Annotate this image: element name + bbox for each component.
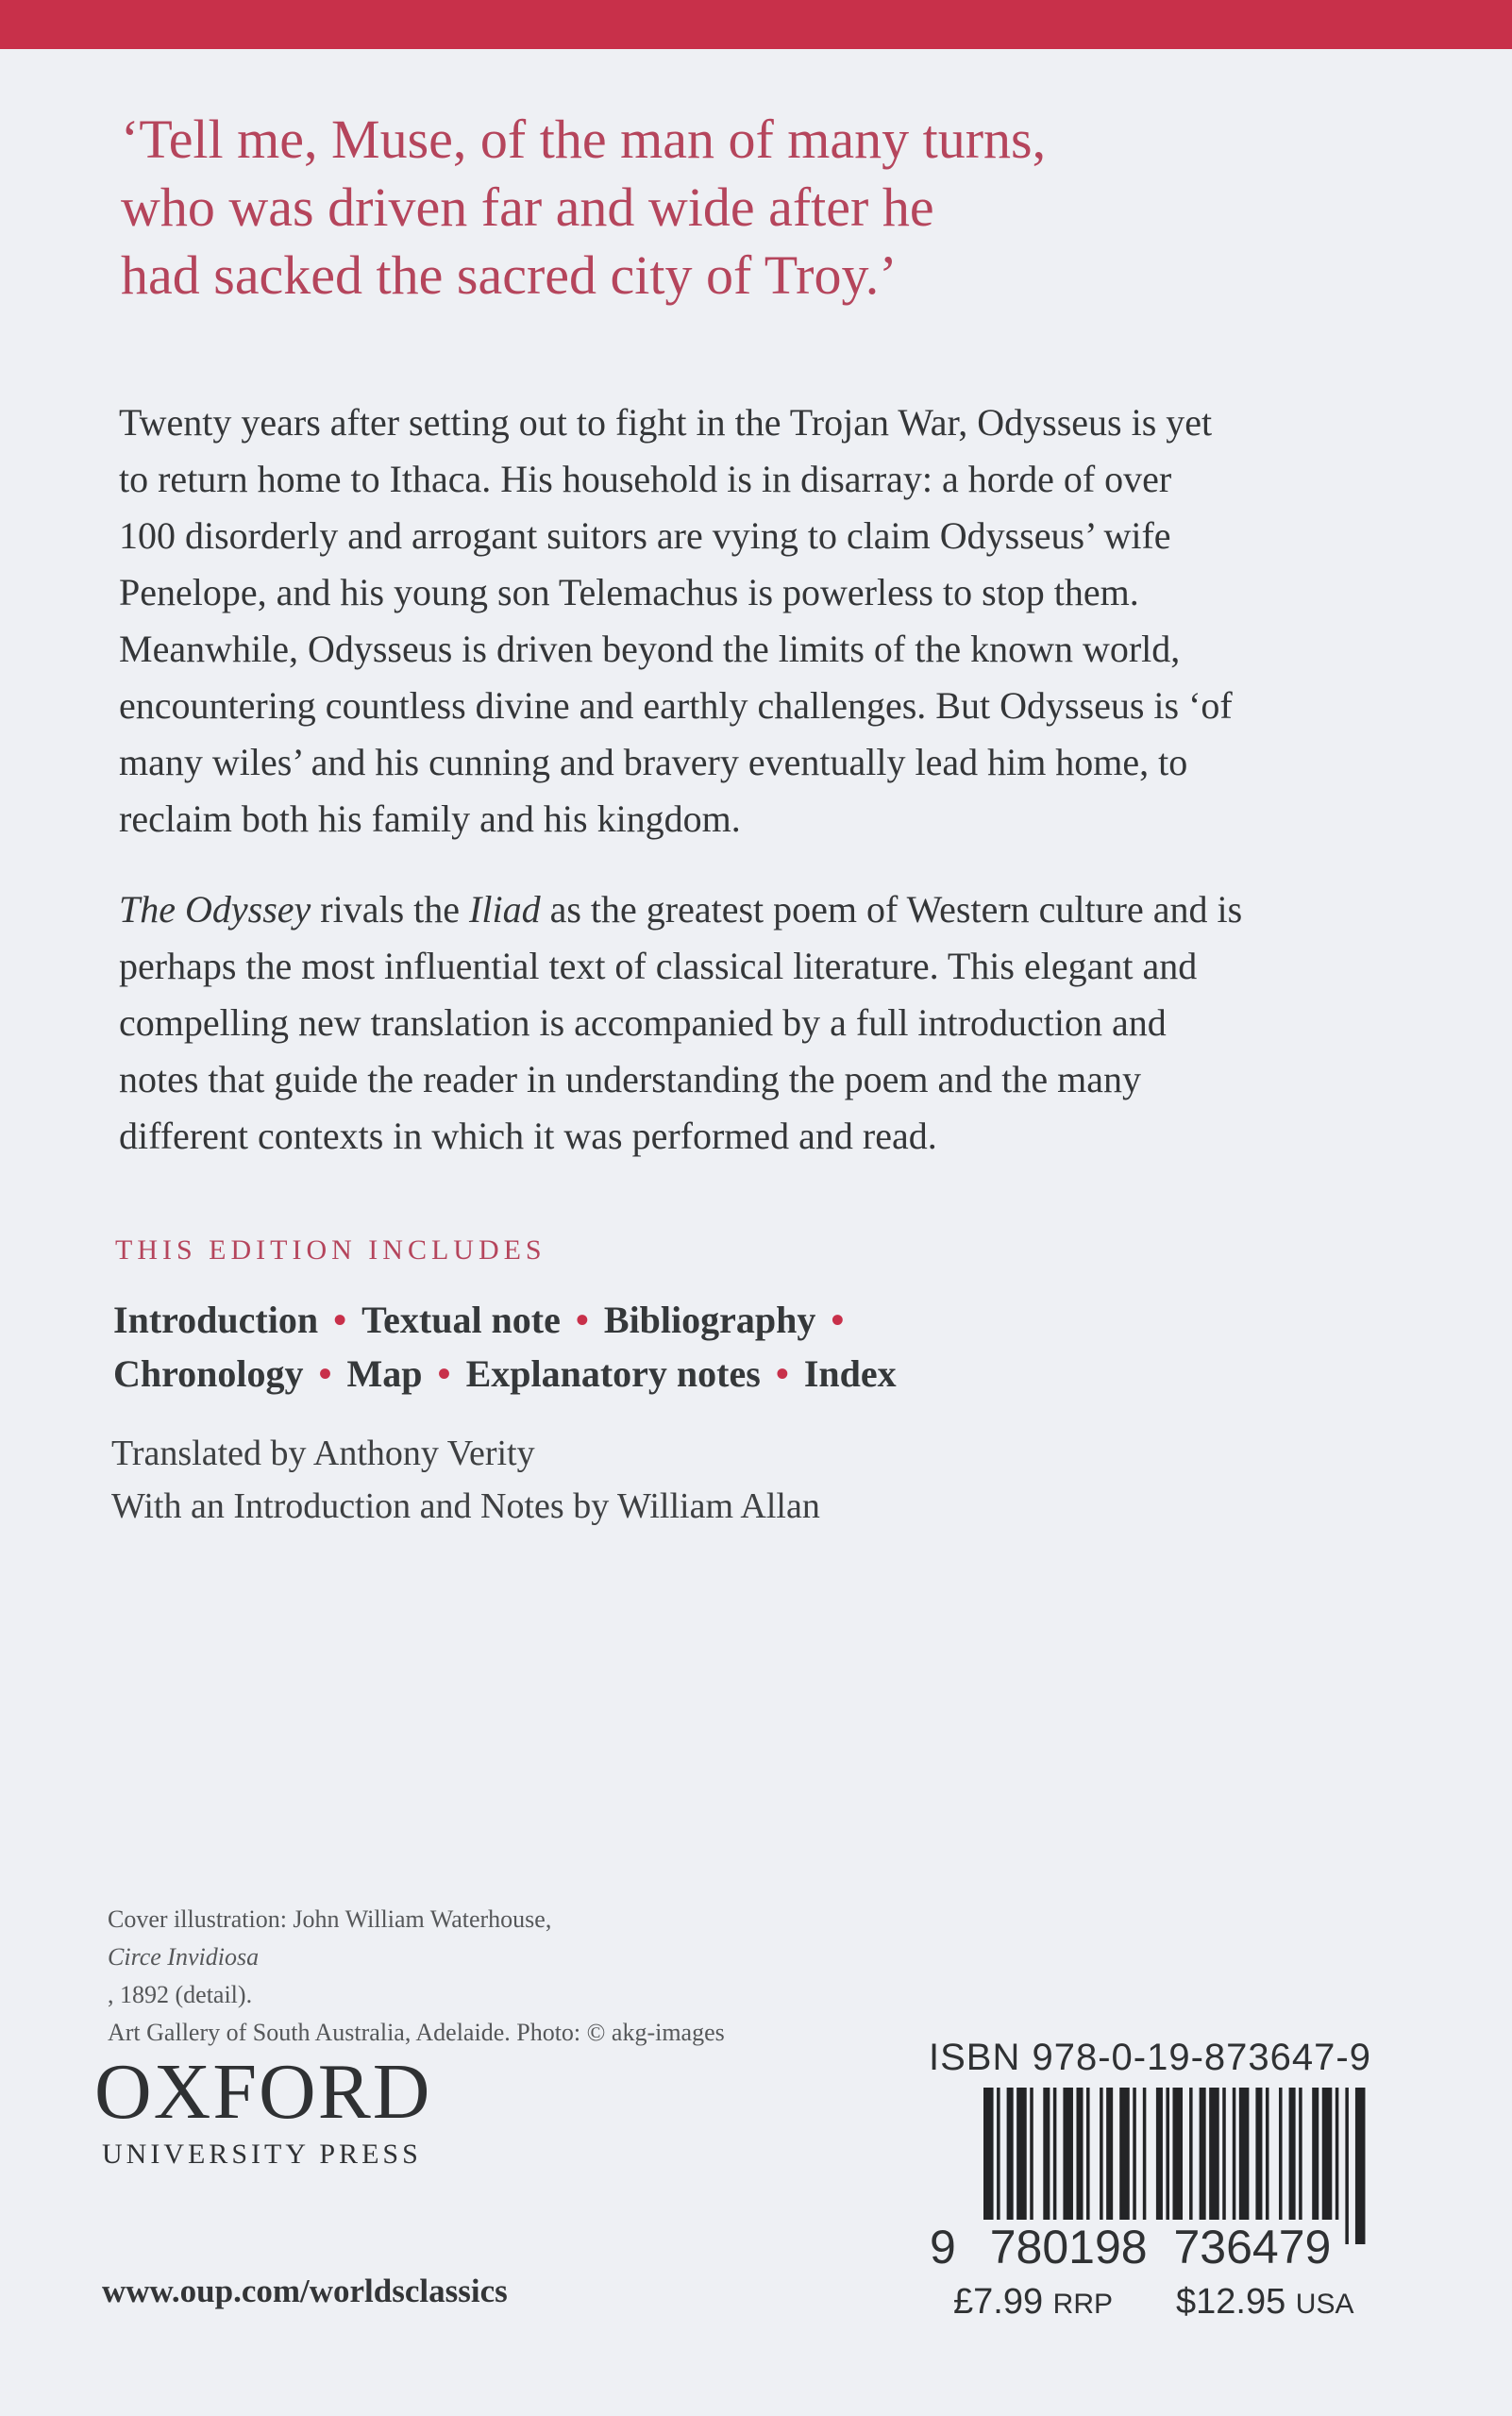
publisher-website: www.oup.com/worldsclassics — [102, 2273, 508, 2309]
include-item: Map — [346, 1352, 423, 1395]
blurb-line: reclaim both his family and his kingdom. — [119, 797, 741, 840]
bullet-separator: • — [775, 1352, 789, 1395]
bullet-separator: • — [318, 1352, 332, 1395]
blurb-line — [119, 881, 1431, 938]
painting-title: Circe Invidiosa — [108, 1943, 260, 1971]
cover-credit-line — [108, 1901, 725, 2014]
cover-credit-text: Cover illustration: John William Waterhouse, — [108, 1905, 552, 1933]
isbn-label: ISBN 978-0-19-873647-9 — [929, 2037, 1371, 2078]
blurb-line: Twenty years after setting out to fight in the Trojan War, Odysseus is yet — [119, 401, 1213, 444]
include-item: Chronology — [113, 1352, 304, 1395]
quote-line: had sacked the sacred city of Troy.’ — [121, 244, 898, 306]
barcode-digit-group: 780198 — [989, 2221, 1148, 2273]
barcode-digit-group: 736479 — [1173, 2221, 1332, 2273]
price-gbp — [953, 2282, 1113, 2323]
cover-illustration-credit — [108, 1901, 725, 2052]
include-item: Explanatory notes — [465, 1352, 761, 1395]
blurb-text: as the greatest poem of Western culture and is — [540, 888, 1243, 931]
translation-credits — [111, 1427, 820, 1533]
edition-heading: THIS EDITION INCLUDES — [115, 1234, 546, 1266]
includes-line — [113, 1293, 1246, 1347]
include-item: Bibliography — [603, 1299, 816, 1341]
quote-line: ‘Tell me, Muse, of the man of many turns, — [121, 109, 1047, 170]
blurb-line: different contexts in which it was performed and read. — [119, 1115, 937, 1157]
publisher-subname: UNIVERSITY PRESS — [102, 2139, 422, 2170]
bullet-separator: • — [575, 1299, 589, 1341]
publisher-logo: OXFORD — [94, 2048, 432, 2136]
barcode-bar — [1345, 2088, 1349, 2244]
blurb-text: rivals the — [311, 888, 470, 931]
blurb-line: Meanwhile, Odysseus is driven beyond the limits of the known world, — [119, 628, 1181, 670]
blurb-line: encountering countless divine and earthly challenges. But Odysseus is ‘of — [119, 684, 1233, 727]
barcode-bar — [1355, 2088, 1366, 2244]
bullet-separator: • — [437, 1352, 451, 1395]
blurb-line: perhaps the most influential text of classical literature. This elegant and — [119, 945, 1198, 987]
blurb-line: Penelope, and his young son Telemachus is powerless to stop them. — [119, 571, 1139, 613]
book-title-odyssey: The Odyssey — [119, 888, 311, 931]
book-title-iliad: Iliad — [469, 888, 541, 931]
blurb-line: many wiles’ and his cunning and bravery eventually lead him home, to — [119, 741, 1188, 783]
price-gbp-value: £7.99 — [953, 2282, 1044, 2322]
blurb-line: notes that guide the reader in understanding the poem and the many — [119, 1058, 1142, 1100]
blurb-line: compelling new translation is accompanied by a full introduction and — [119, 1001, 1167, 1044]
price-usd-value: $12.95 — [1176, 2282, 1286, 2322]
notes-credit: With an Introduction and Notes by William Allan — [111, 1486, 820, 1526]
includes-line — [113, 1347, 1246, 1401]
blurb-line: to return home to Ithaca. His household is in disarray: a horde of over — [119, 458, 1172, 500]
blurb-paragraph-1 — [119, 394, 1431, 847]
top-color-band — [0, 0, 1512, 49]
blurb-paragraph-2 — [119, 881, 1431, 1165]
blurb-line: 100 disorderly and arrogant suitors are vying to claim Odysseus’ wife — [119, 514, 1171, 557]
price-usd-suffix: USA — [1295, 2289, 1354, 2320]
price-gbp-suffix: RRP — [1052, 2289, 1113, 2320]
include-item: Introduction — [113, 1299, 319, 1341]
include-item: Index — [803, 1352, 897, 1395]
quote-line: who was driven far and wide after he — [121, 176, 934, 238]
edition-includes-list — [113, 1293, 1246, 1401]
pull-quote — [121, 106, 1348, 310]
cover-credit-line: Art Gallery of South Australia, Adelaide. Photo: © akg-images — [108, 2019, 725, 2046]
barcode-digits — [930, 2220, 1345, 2274]
include-item: Textual note — [361, 1299, 561, 1341]
bullet-separator: • — [333, 1299, 347, 1341]
cover-credit-text: , 1892 (detail). — [108, 1981, 253, 2008]
price-usd — [1176, 2282, 1353, 2323]
translator-credit: Translated by Anthony Verity — [111, 1434, 535, 1473]
barcode-digit-lead: 9 — [930, 2221, 956, 2273]
bullet-separator: • — [831, 1299, 845, 1341]
